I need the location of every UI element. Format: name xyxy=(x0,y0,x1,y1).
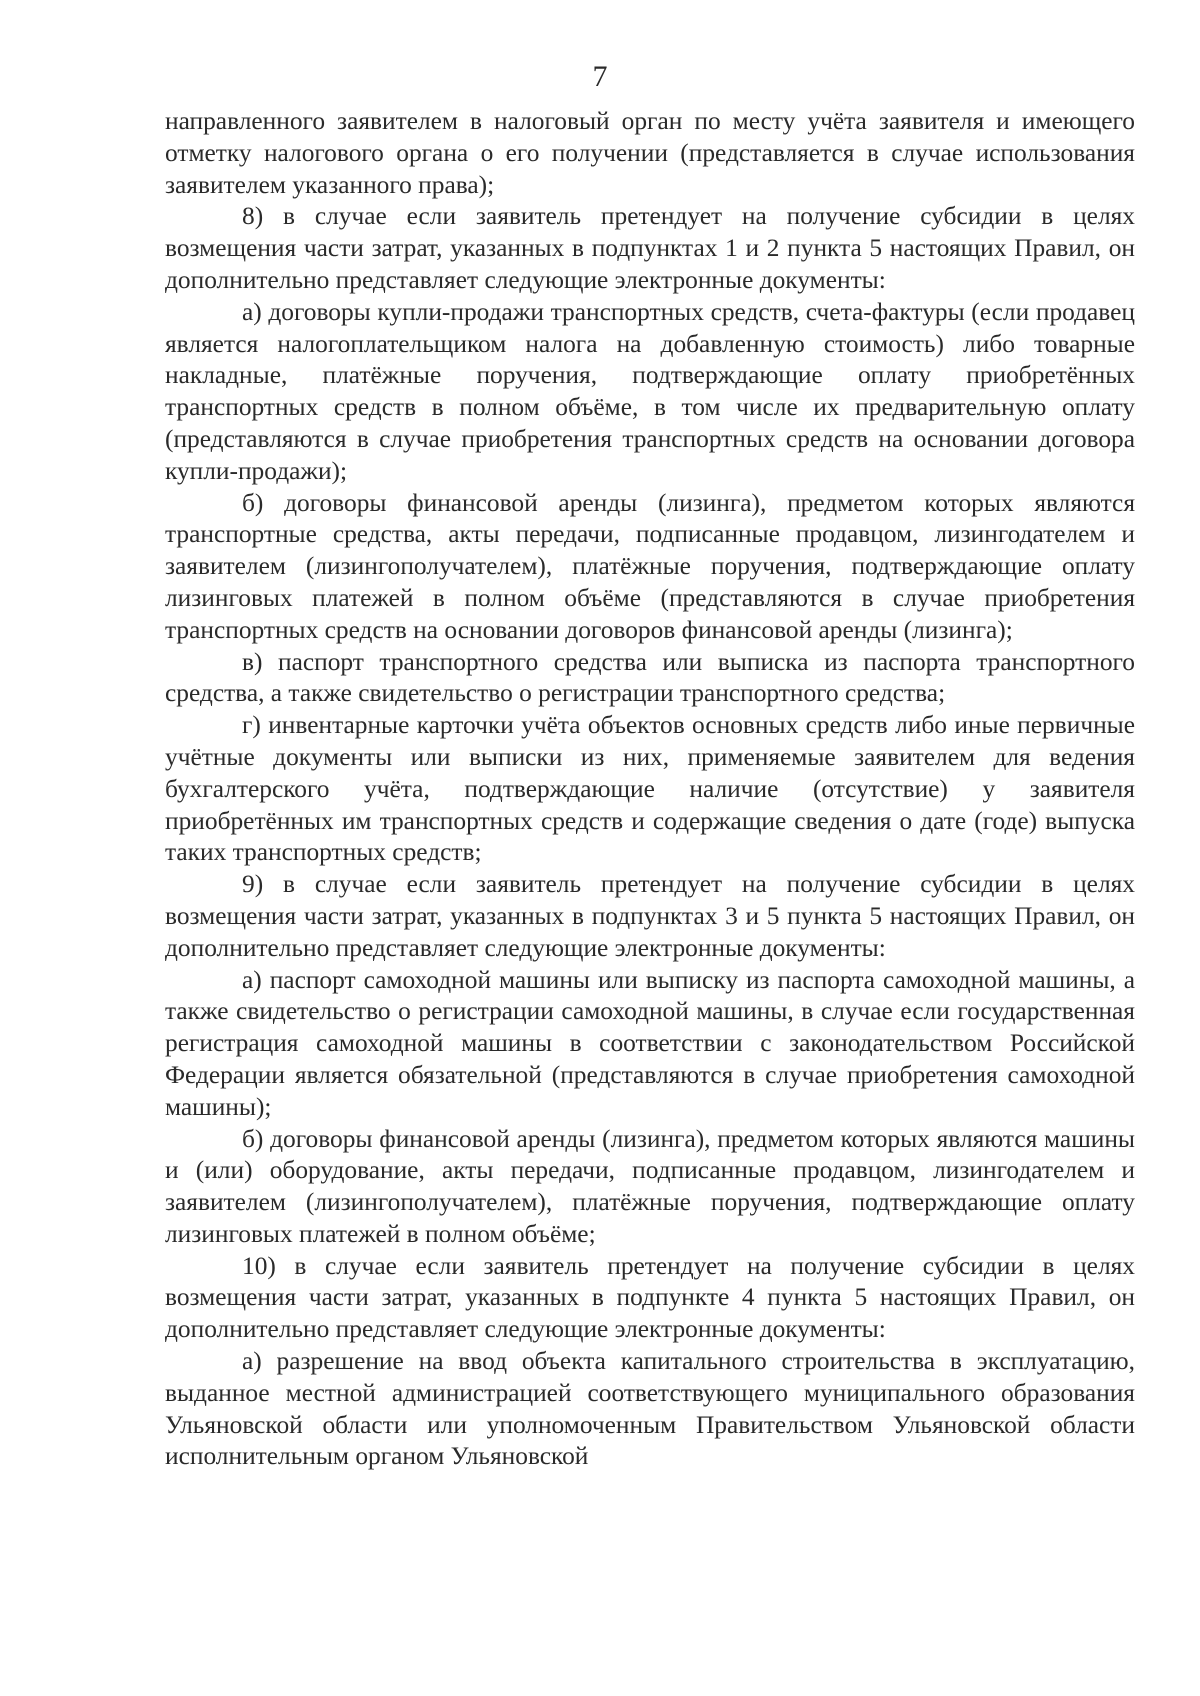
paragraph-item-9: 9) в случае если заявитель претендует на получение субсидии в целях возмещения части затрат, указанных в подпунктах 3 и 5 пункта 5 настоящих Правил, он дополнительно представляет следующие электронные документы: xyxy=(165,870,1135,962)
paragraph-item-10a: а) разрешение на ввод объекта капитального строительства в эксплуатацию, выданное местной администрацией соответствующего муниципального образования Ульяновской области или уполномоченным Правительством Ульяновской области исполнительным органом Ульяновской xyxy=(165,1347,1135,1471)
paragraph-item-8g: г) инвентарные карточки учёта объектов основных средств либо иные первичные учётные документы или выписки из них, применяемые заявителем для ведения бухгалтерского учёта, подтверждающие наличие (отсутствие) у заявителя приобретённых им транспортных средств и содержащие сведения о дате (годе) выпуска таких транспортных средств; xyxy=(165,711,1135,867)
paragraph-item-9b: б) договоры финансовой аренды (лизинга), предметом которых являются машины и (или) оборудование, акты передачи, подписанные продавцом, лизингодателем и заявителем (лизингополучателем), платёжные поручения, подтверждающие оплату лизинговых платежей в полном объёме; xyxy=(165,1124,1135,1248)
paragraph-item-8: 8) в случае если заявитель претендует на получение субсидии в целях возмещения части затрат, указанных в подпунктах 1 и 2 пункта 5 настоящих Правил, он дополнительно представляет следующие электронные документы: xyxy=(165,202,1135,294)
paragraph-item-9a: а) паспорт самоходной машины или выписку из паспорта самоходной машины, а также свидетельство о регистрации самоходной машины, в случае если государственная регистрация самоходной машины в соответствии с законодательством Российской Федерации является обязательной (представляются в случае приобретения самоходной машины); xyxy=(165,965,1135,1121)
document-body xyxy=(165,106,1135,1473)
paragraph-item-8b: б) договоры финансовой аренды (лизинга), предметом которых являются транспортные средства, акты передачи, подписанные продавцом, лизингодателем и заявителем (лизингополучателем), платёжные поручения, подтверждающие оплату лизинговых платежей в полном объёме (представляются в случае приобретения транспортных средств на основании договоров финансовой аренды (лизинга); xyxy=(165,488,1135,644)
paragraph-item-10: 10) в случае если заявитель претендует на получение субсидии в целях возмещения части затрат, указанных в подпункте 4 пункта 5 настоящих Правил, он дополнительно представляет следующие электронные документы: xyxy=(165,1251,1135,1344)
paragraph-item-8a: а) договоры купли-продажи транспортных средств, счета-фактуры (если продавец является налогоплательщиком налога на добавленную стоимость) либо товарные накладные, платёжные поручения, подтверждающие оплату приобретённых транспортных средств в полном объёме, в том числе их предварительную оплату (представляются в случае приобретения транспортных средств на основании договора купли-продажи); xyxy=(165,297,1135,485)
paragraph-continuation: направленного заявителем в налоговый орган по месту учёта заявителя и имеющего отметку налогового органа о его получении (представляется в случае использования заявителем указанного права); xyxy=(165,107,1135,199)
paragraph-item-8v: в) паспорт транспортного средства или выписка из паспорта транспортного средства, а также свидетельство о регистрации транспортного средства; xyxy=(165,647,1135,708)
page-number: 7 xyxy=(592,60,608,93)
